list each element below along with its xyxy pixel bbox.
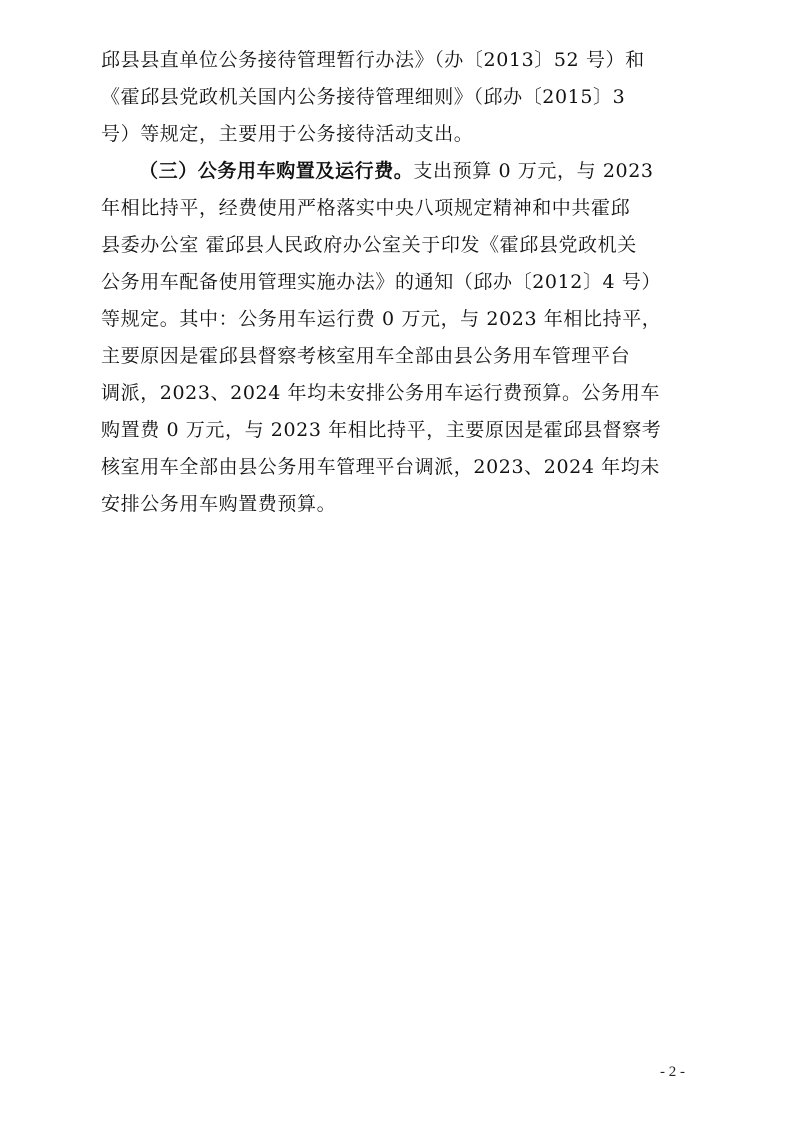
text-line-2: 《霍邱县党政机关国内公务接待管理细则》（邱办〔2015〕3 — [101, 86, 626, 108]
text-line-6: 县委办公室 霍邱县人民政府办公室关于印发《霍邱县党政机关 — [101, 234, 637, 256]
document-body — [101, 42, 695, 523]
section-three-first-line — [101, 153, 695, 190]
section-three-text: 支出预算 0 万元，与 2023 — [413, 160, 654, 182]
text-line-5: 年相比持平，经费使用严格落实中央八项规定精神和中共霍邱 — [101, 197, 631, 219]
section-heading-vehicle-costs: （三）公务用车购置及运行费。 — [139, 160, 414, 182]
text-line-9: 主要原因是霍邱县督察考核室用车全部由县公务用车管理平台 — [101, 345, 631, 367]
text-line-13: 安排公务用车购置费预算。 — [101, 493, 337, 515]
text-line-11: 购置费 0 万元，与 2023 年相比持平，主要原因是霍邱县督察考 — [101, 419, 662, 441]
page-number: - 2 - — [660, 1064, 685, 1080]
text-line-3: 号）等规定，主要用于公务接待活动支出。 — [101, 123, 474, 145]
text-line-7: 公务用车配备使用管理实施办法》的通知（邱办〔2012〕4 号） — [101, 271, 662, 293]
text-line-1: 邱县县直单位公务接待管理暂行办法》（办〔2013〕52 号）和 — [101, 49, 645, 71]
text-line-8: 等规定。其中：公务用车运行费 0 万元，与 2023 年相比持平， — [101, 308, 662, 330]
text-line-12: 核室用车全部由县公务用车管理平台调派，2023、2024 年均未 — [101, 456, 660, 478]
text-line-10: 调派，2023、2024 年均未安排公务用车运行费预算。公务用车 — [101, 382, 660, 404]
